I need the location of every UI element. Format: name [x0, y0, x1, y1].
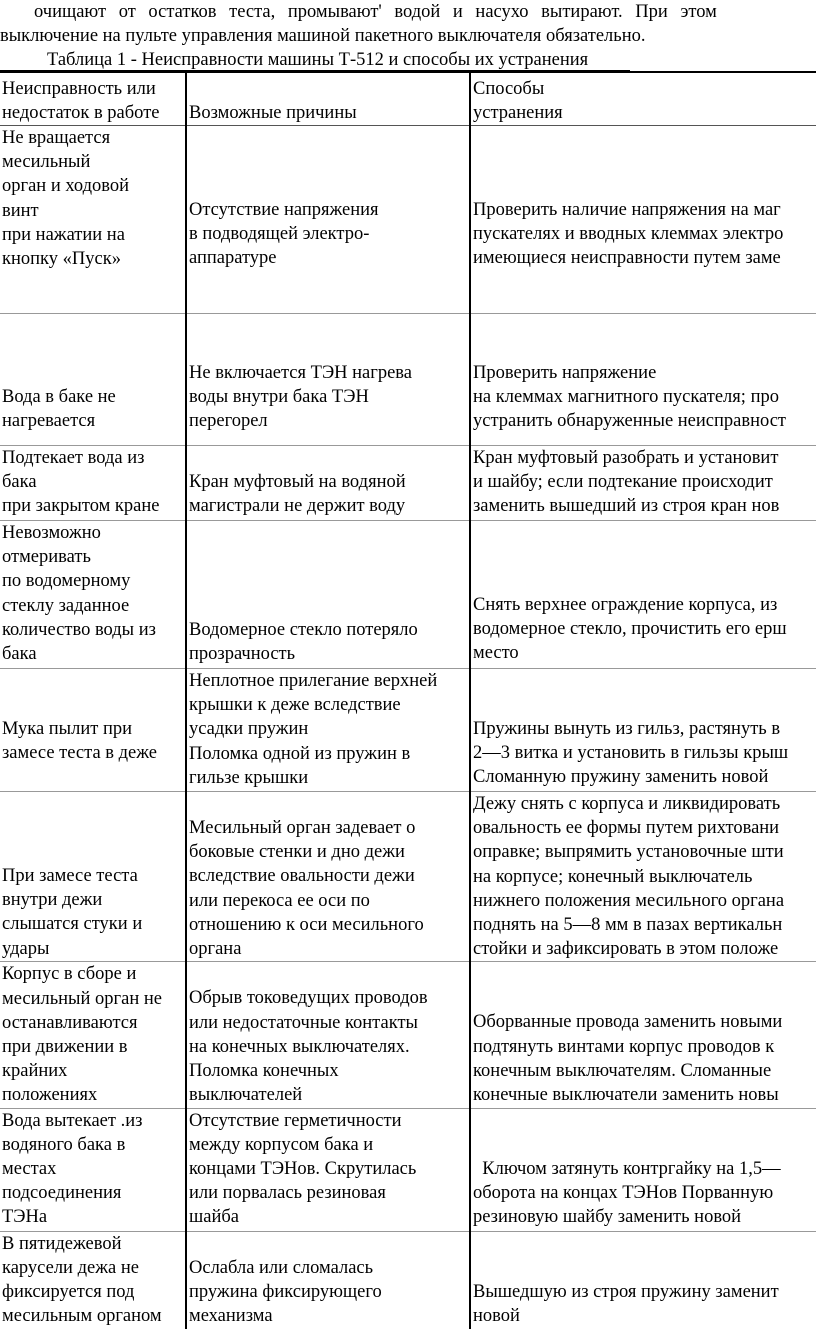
cell-remedy: Оборванные провода заменить новыми подтянуть винтами корпус проводов к конечным выключателям. Сломанные конечные выключатели заменить новы	[470, 962, 816, 1108]
intro-line-2: выключение на пульте управления машиной пакетного выключателя обязательно.	[0, 26, 646, 46]
cell-remedy: Кран муфтовый разобрать и установит и шайбу; если подтекание происходит заменить вышедший из строя кран нов	[470, 446, 816, 521]
cell-fault: Невозможно отмеривать по водомерному стеклу заданное количество воды из бака	[0, 521, 186, 669]
intro-paragraph	[0, 0, 816, 48]
table-row	[0, 1108, 816, 1231]
cell-cause: Водомерное стекло потеряло прозрачность	[186, 521, 470, 669]
header-fault: Неисправность или недостаток в работе	[0, 72, 186, 126]
cell-cause: Отсутствие герметичности между корпусом бака и концами ТЭНов. Скрутилась или порвалась резиновая шайба	[186, 1108, 470, 1231]
cell-fault: Мука пылит при замесе теста в деже	[0, 669, 186, 792]
cell-fault: Не вращается месильный орган и ходовой винт при нажатии на кнопку «Пуск»	[0, 126, 186, 314]
table-row	[0, 1231, 816, 1329]
table-row	[0, 792, 816, 962]
cell-fault: Корпус в сборе и месильный орган не останавливаются при движении в крайних положениях	[0, 962, 186, 1108]
table-row	[0, 126, 816, 314]
table-row	[0, 446, 816, 521]
cell-remedy: Снять верхнее ограждение корпуса, из водомерное стекло, прочистить его ерш место	[470, 521, 816, 669]
cell-cause: Кран муфтовый на водяной магистрали не держит воду	[186, 446, 470, 521]
table-row	[0, 314, 816, 446]
cell-remedy: Пружины вынуть из гильз, растянуть в 2—3 витка и установить в гильзы крыш Сломанную пружину заменить новой	[470, 669, 816, 792]
cell-remedy: Проверить наличие напряжения на маг пускателях и вводных клеммах электро имеющиеся неисправности путем заме	[470, 126, 816, 314]
cell-fault: Подтекает вода из бака при закрытом кране	[0, 446, 186, 521]
cell-cause: Месильный орган задевает о боковые стенки и дно дежи вследствие овальности дежи или перекоса ее оси по отношению к оси месильного органа	[186, 792, 470, 962]
cell-cause: Ослабла или сломалась пружина фиксирующего механизма	[186, 1231, 470, 1329]
cell-remedy: Вышедшую из строя пружину заменит новой	[473, 1281, 779, 1326]
cell-remedy: Ключом затянуть контргайку на 1,5— оборота на концах ТЭНов Порванную резиновую шайбу заменить новой	[470, 1108, 816, 1231]
cell-remedy: Проверить напряжение на клеммах магнитного пускателя; про устранить обнаруженные неисправност	[470, 314, 816, 446]
table-header-row	[0, 72, 816, 126]
faults-table	[0, 71, 816, 1329]
cell-cause: Обрыв токоведущих проводов или недостаточные контакты на конечных выключателях. Поломка конечных выключателей	[186, 962, 470, 1108]
header-remedy: Способы устранения	[470, 72, 816, 126]
cell-fault: В пятидежевой карусели дежа не фиксируется под месильным органом	[0, 1231, 186, 1329]
table-row	[0, 669, 816, 792]
cell-fault: Вода вытекает .из водяного бака в местах подсоединения ТЭНа	[0, 1108, 186, 1231]
table-caption: Таблица 1 - Неисправности машины Т-512 и способы их устранения	[47, 50, 589, 70]
cell-fault: При замесе теста внутри дежи слышатся стуки и удары	[0, 792, 186, 962]
table-row	[0, 962, 816, 1108]
cell-cause: Не включается ТЭН нагрева воды внутри бака ТЭН перегорел	[186, 314, 470, 446]
cell-remedy: Дежу снять с корпуса и ликвидировать овальность ее формы путем рихтовани оправке; выпрямить установочные шти на корпусе; конечный выключатель нижнего положения месильного органа поднять на 5—8 мм в пазах вертикальн стойки и зафиксировать в этом положе	[470, 792, 816, 962]
intro-line-1: очищают от остатков теста, промывают' водой и насухо вытирают. При этом	[34, 2, 717, 22]
header-cause: Возможные причины	[186, 72, 470, 126]
cell-fault: Вода в баке не нагревается	[0, 314, 186, 446]
cell-cause: Отсутствие напряжения в подводящей электро- аппаратуре	[186, 126, 470, 314]
cell-cause: Неплотное прилегание верхней крышки к деже вследствие усадки пружин Поломка одной из пружин в гильзе крышки	[186, 669, 470, 792]
table-row	[0, 521, 816, 669]
